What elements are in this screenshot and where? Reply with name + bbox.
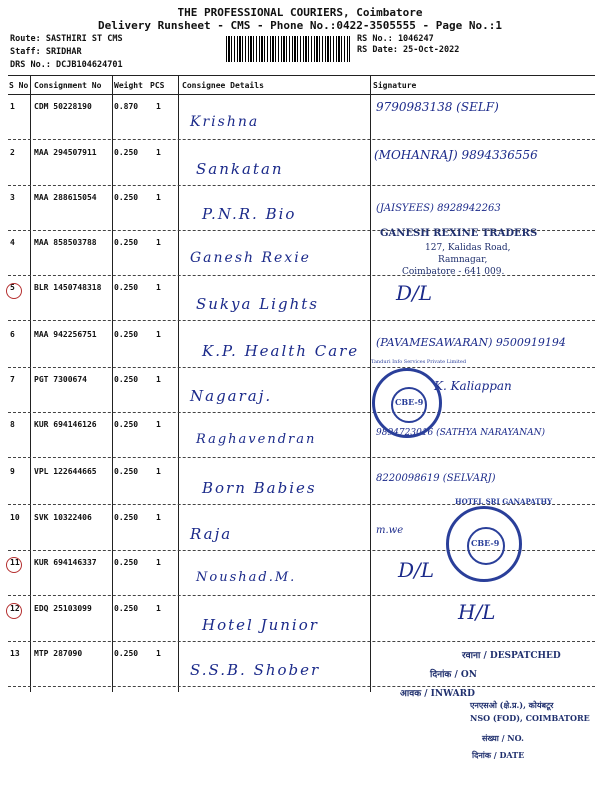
- row-pcs: 1: [156, 558, 161, 567]
- row-consignment-no: VPL 122644665: [34, 467, 97, 476]
- runsheet-subtitle: Delivery Runsheet - CMS - Phone No.:0422-3505555 - Page No.:1: [98, 19, 502, 32]
- hotel-stamp-ring: HOTEL SRI GANAPATHY: [455, 497, 553, 506]
- row-pcs: 1: [156, 375, 161, 384]
- despatch-line-3: आवक / INWARD: [400, 689, 475, 699]
- row-divider: [8, 686, 595, 687]
- row-divider: [8, 457, 595, 458]
- col-header-pcs: PCS: [150, 81, 165, 90]
- row-consignment-no: PGT 7300674: [34, 375, 87, 384]
- row-consignee: P.N.R. Bio: [202, 205, 297, 223]
- row-sno: 9: [10, 467, 15, 476]
- row-consignee: Sukya Lights: [196, 295, 319, 313]
- row-weight: 0.250: [114, 513, 139, 522]
- row-signature: 8220098619 (SELVARJ): [376, 473, 496, 484]
- row-consignee: Sankatan: [196, 160, 284, 178]
- row-weight: 0.250: [114, 283, 139, 292]
- col-header-consignee: Consignee Details: [182, 81, 264, 90]
- despatch-line-1: रवाना / DESPATCHED: [462, 651, 561, 661]
- row-sno: 6: [10, 330, 15, 339]
- row-consignee: Raghavendran: [196, 432, 317, 447]
- row-sno: 1: [10, 102, 15, 111]
- ganesh-stamp-addr1: 127, Kalidas Road,: [425, 243, 511, 253]
- row-sno: 3: [10, 193, 15, 202]
- row-weight: 0.870: [114, 102, 139, 111]
- row-consignee: S.S.B. Shober: [190, 661, 321, 679]
- row-weight: 0.250: [114, 193, 139, 202]
- row-weight: 0.250: [114, 148, 139, 157]
- row-pcs: 1: [156, 649, 161, 658]
- row-consignee: Noushad.M.: [196, 570, 297, 585]
- row-divider: [8, 139, 595, 140]
- col-header-weight: Weight: [114, 81, 143, 90]
- row-pcs: 1: [156, 283, 161, 292]
- col-header-sno: S No: [9, 81, 29, 90]
- row-signature: (MOHANRAJ) 9894336556: [374, 148, 538, 162]
- row-sno: 5: [10, 283, 15, 292]
- row-signature: (PAVAMESAWARAN) 9500919194: [376, 336, 566, 349]
- row-consignment-no: BLR 1450748318: [34, 283, 102, 292]
- row-pcs: 1: [156, 102, 161, 111]
- row-signature: H/L: [458, 600, 496, 624]
- rs-number: RS No.: 1046247: [357, 34, 434, 44]
- ganesh-stamp-name: GANESH REXINE TRADERS: [380, 228, 538, 239]
- row-divider: [8, 367, 595, 368]
- row-signature: (JAISYEES) 8928942263: [376, 203, 501, 214]
- round-stamp-city: CBE-9: [395, 397, 424, 407]
- row-sno: 13: [10, 649, 20, 658]
- row-pcs: 1: [156, 330, 161, 339]
- row-weight: 0.250: [114, 467, 139, 476]
- row-consignment-no: SVK 10322406: [34, 513, 92, 522]
- row-consignment-no: MTP 287090: [34, 649, 83, 658]
- row-divider: [8, 320, 595, 321]
- row-signature: K. Kaliappan: [434, 379, 512, 393]
- row-consignment-no: CDM 50228190: [34, 102, 92, 111]
- despatch-line-2: दिनांक / ON: [430, 670, 477, 680]
- row-pcs: 1: [156, 420, 161, 429]
- row-consignment-no: MAA 288615054: [34, 193, 97, 202]
- ganesh-stamp-addr2: Ramnagar,: [438, 255, 488, 265]
- row-signature: D/L: [398, 558, 435, 582]
- row-signature: 9894723016 (SATHYA NARAYANAN): [376, 428, 546, 438]
- row-consignee: Nagaraj.: [190, 387, 273, 405]
- row-weight: 0.250: [114, 558, 139, 567]
- row-sno: 7: [10, 375, 15, 384]
- row-consignee: Born Babies: [202, 479, 317, 497]
- ganesh-stamp-addr3: Coimbatore - 641 009.: [402, 267, 505, 277]
- row-pcs: 1: [156, 193, 161, 202]
- row-weight: 0.250: [114, 238, 139, 247]
- round-stamp-ring: Tanduri Info Services Private Limited: [371, 359, 467, 365]
- col-header-signature: Signature: [373, 81, 417, 90]
- row-sno: 12: [10, 604, 20, 613]
- runsheet-table: [8, 75, 595, 695]
- row-pcs: 1: [156, 238, 161, 247]
- row-weight: 0.250: [114, 649, 139, 658]
- circle-mark: [6, 603, 22, 619]
- row-consignment-no: KUR 694146337: [34, 558, 97, 567]
- row-signature: m.we: [376, 525, 404, 536]
- hotel-stamp: [446, 497, 553, 582]
- row-signature: D/L: [396, 281, 433, 305]
- row-consignment-no: EDQ 25103099: [34, 604, 92, 613]
- row-consignee: Ganesh Rexie: [190, 250, 311, 266]
- circle-mark: [6, 283, 22, 299]
- staff-label: Staff: SRIDHAR: [10, 47, 82, 57]
- rs-date: RS Date: 25-Oct-2022: [357, 45, 460, 55]
- row-sno: 4: [10, 238, 15, 247]
- row-signature: 9790983138 (SELF): [376, 100, 499, 114]
- runsheet-title: THE PROFESSIONAL COURIERS, Coimbatore: [177, 6, 423, 19]
- row-sno: 11: [10, 558, 20, 567]
- row-weight: 0.250: [114, 420, 139, 429]
- row-consignee: Hotel Junior: [202, 616, 319, 634]
- row-pcs: 1: [156, 513, 161, 522]
- row-consignee: Raja: [190, 525, 233, 543]
- barcode: [226, 36, 350, 62]
- row-sno: 8: [10, 420, 15, 429]
- row-pcs: 1: [156, 467, 161, 476]
- row-consignment-no: KUR 694146126: [34, 420, 97, 429]
- row-divider: [8, 641, 595, 642]
- row-weight: 0.250: [114, 330, 139, 339]
- col-header-consignment: Consignment No: [34, 81, 102, 90]
- despatch-line-6: संख्या / NO.: [482, 733, 524, 743]
- row-consignment-no: MAA 942256751: [34, 330, 97, 339]
- row-consignee: K.P. Health Care: [202, 342, 360, 360]
- row-divider: [8, 275, 595, 276]
- circle-mark: [6, 557, 22, 573]
- row-weight: 0.250: [114, 375, 139, 384]
- row-divider: [8, 595, 595, 596]
- row-pcs: 1: [156, 604, 161, 613]
- row-sno: 2: [10, 148, 15, 157]
- hotel-stamp-city: CBE-9: [471, 538, 500, 548]
- despatch-line-7: दिनांक / DATE: [472, 750, 525, 760]
- route-label: Route: SASTHIRI ST CMS: [10, 34, 123, 44]
- row-divider: [8, 412, 595, 413]
- drs-number: DRS No.: DCJB104624701: [10, 60, 123, 70]
- row-consignment-no: MAA 294507911: [34, 148, 97, 157]
- despatch-line-5: NSO (FOD), COIMBATORE: [470, 713, 590, 723]
- row-consignment-no: MAA 858503788: [34, 238, 97, 247]
- row-consignee: Krishna: [190, 114, 260, 130]
- row-divider: [8, 185, 595, 186]
- despatch-line-4: एनएसओ (क्षे.प्र.), कोयंबटूर: [470, 700, 554, 710]
- row-sno: 10: [10, 513, 20, 522]
- row-weight: 0.250: [114, 604, 139, 613]
- row-pcs: 1: [156, 148, 161, 157]
